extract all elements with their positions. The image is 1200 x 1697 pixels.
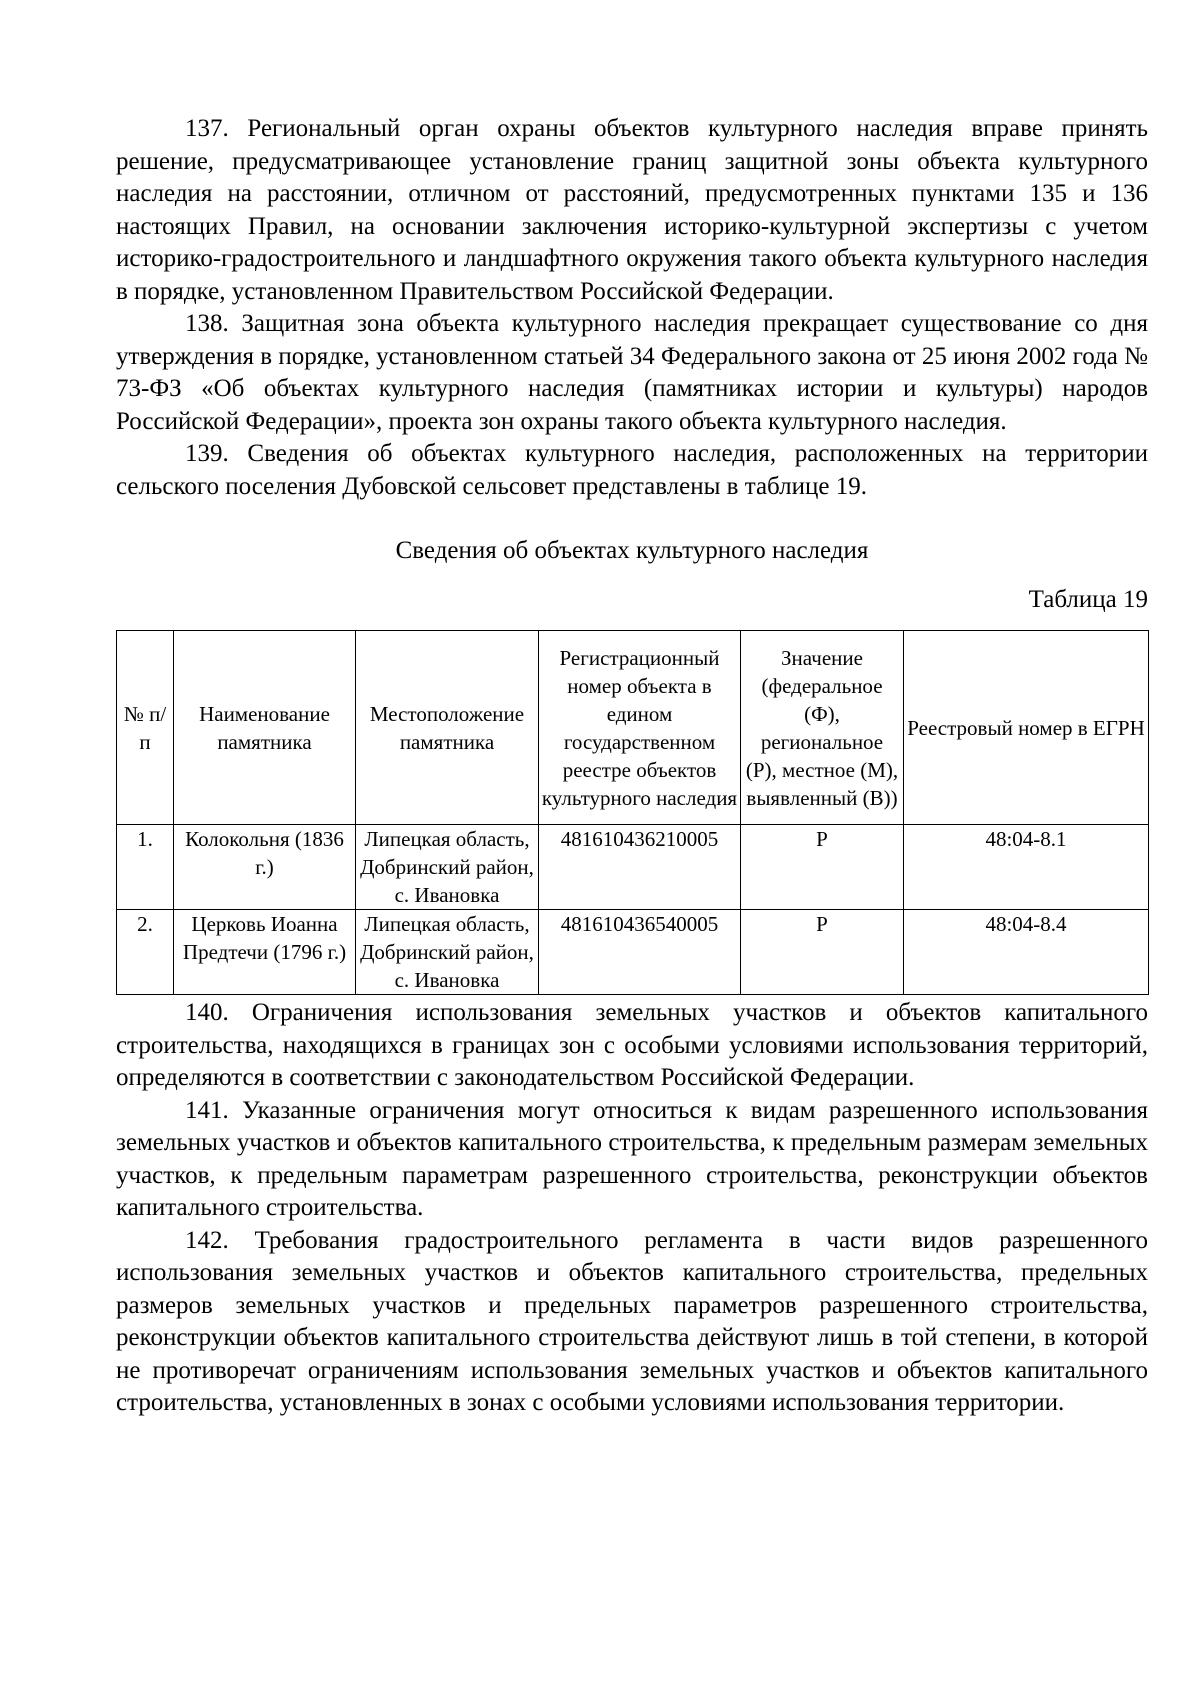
cell-name: Церковь Иоанна Предтечи (1796 г.) <box>174 910 356 995</box>
table-title: Сведения об объектах культурного наследия <box>395 537 869 564</box>
heritage-table <box>116 630 1149 995</box>
paragraph-142: 142. Требования градостроительного регламента в части видов разрешенного использования земельных участков и объектов капитального строительства, предельных размеров земельных участков и предельных параметров разрешенного строительства, реконструкции объектов капитального строительства действуют лишь в той степени, в которой не противоречат ограничениям использования земельных участков и объектов капитального строительства, установленных в зонах с особыми условиями использования территории. <box>116 1226 1148 1416</box>
table-header-row <box>117 631 1149 825</box>
cell-registration-number: 481610436540005 <box>539 910 741 995</box>
cell-registration-number: 481610436210005 <box>539 825 741 910</box>
document-body <box>116 113 1148 1420</box>
paragraph-140: 140. Ограничения использования земельных участков и объектов капитального строительства, находящихся в границах зон с особыми условиями использования территорий, определяются в соответствии с законодательством Российской Федерации. <box>116 999 1148 1091</box>
cell-number: 1. <box>117 825 174 910</box>
cell-name: Колокольня (1836 г.) <box>174 825 356 910</box>
cell-significance: Р <box>741 910 904 995</box>
cell-location: Липецкая область, Добринский район, с. Ивановка <box>356 910 539 995</box>
paragraph-138: 138. Защитная зона объекта культурного наследия прекращает существование со дня утверждения в порядке, установленном статьей 34 Федерального закона от 25 июня 2002 года № 73-ФЗ «Об объектах культурного наследия (памятниках истории и культуры) народов Российской Федерации», проекта зон охраны такого объекта культурного наследия. <box>116 310 1148 435</box>
table-label: Таблица 19 <box>1028 585 1148 613</box>
header-egrn-number: Реестровый номер в ЕГРН <box>904 631 1149 825</box>
header-significance: Значение (федеральное (Ф), региональное (Р), местное (М), выявленный (В)) <box>741 631 904 825</box>
paragraph-137: 137. Региональный орган охраны объектов культурного наследия вправе принять решение, предусматривающее установление границ защитной зоны объекта культурного наследия на расстоянии, отличном от расстояний, предусмотренных пунктами 135 и 136 настоящих Правил, на основании заключения историко-культурной экспертизы с учетом историко-градостроительного и ландшафтного окружения такого объекта культурного наследия в порядке, установленном Правительством Российской Федерации. <box>116 115 1148 305</box>
cell-location: Липецкая область, Добринский район, с. Ивановка <box>356 825 539 910</box>
paragraph-141: 141. Указанные ограничения могут относиться к видам разрешенного использования земельных участков и объектов капитального строительства, к предельным размерам земельных участков, к предельным параметрам разрешенного строительства, реконструкции объектов капитального строительства. <box>116 1096 1148 1221</box>
header-location: Местоположение памятника <box>356 631 539 825</box>
header-number: № п/п <box>117 631 174 825</box>
table-row <box>117 910 1149 995</box>
cell-significance: Р <box>741 825 904 910</box>
header-name: Наименование памятника <box>174 631 356 825</box>
cell-egrn-number: 48:04-8.1 <box>904 825 1149 910</box>
cell-egrn-number: 48:04-8.4 <box>904 910 1149 995</box>
paragraph-139: 139. Сведения об объектах культурного наследия, расположенных на территории сельского поселения Дубовской сельсовет представлены в таблице 19. <box>116 440 1148 500</box>
cell-number: 2. <box>117 910 174 995</box>
table-row <box>117 825 1149 910</box>
header-registration-number: Регистрационный номер объекта в едином государственном реестре объектов культурного наследия <box>539 631 741 825</box>
